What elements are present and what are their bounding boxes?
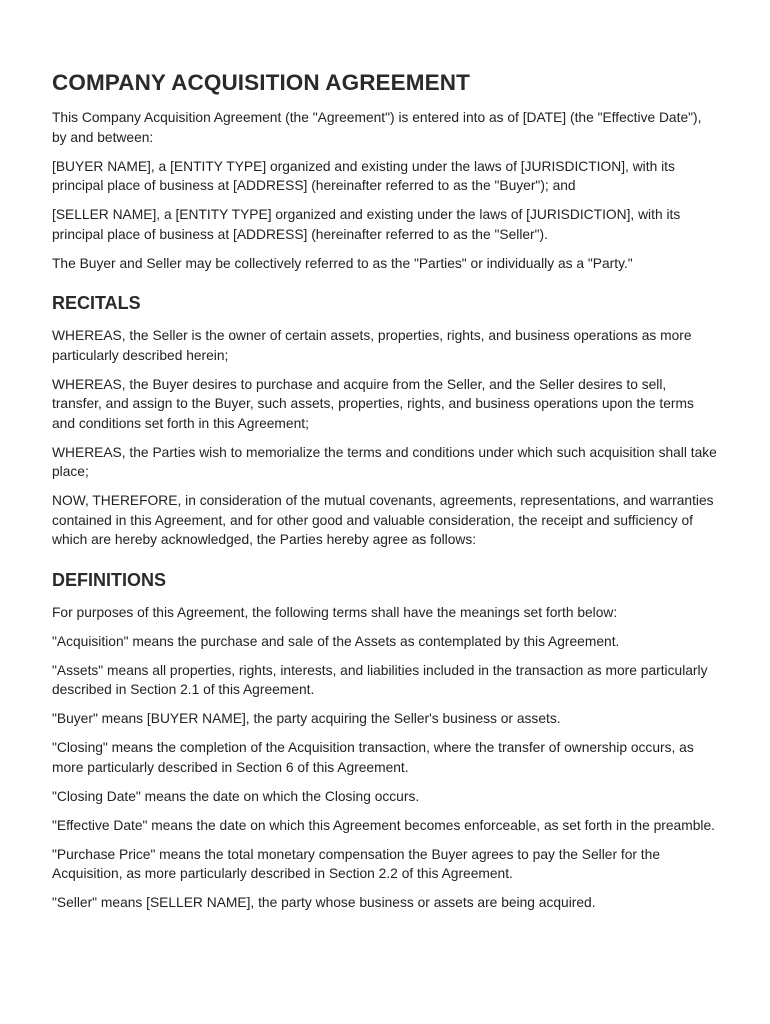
preamble-paragraph: [SELLER NAME], a [ENTITY TYPE] organized and existing under the laws of [JURISDICTION], with its principal place of business at [ADDRESS] (hereinafter referred to as the "Seller"). <box>52 207 681 242</box>
preamble-paragraph: [BUYER NAME], a [ENTITY TYPE] organized and existing under the laws of [JURISDICTION], with its principal place of business at [ADDRESS] (hereinafter referred to as the "Buyer"); and <box>52 158 675 193</box>
definition-item: "Effective Date" means the date on which this Agreement becomes enforceable, as set forth in the preamble. <box>52 817 715 833</box>
definitions-intro: For purposes of this Agreement, the following terms shall have the meanings set forth below: <box>52 604 618 620</box>
definition-item: "Assets" means all properties, rights, interests, and liabilities included in the transaction as more particularly described in Section 2.1 of this Agreement. <box>52 662 708 697</box>
definition-item: "Purchase Price" means the total monetary compensation the Buyer agrees to pay the Seller for the Acquisition, as more particularly described in Section 2.2 of this Agreement. <box>52 846 660 881</box>
recital-paragraph: WHEREAS, the Seller is the owner of certain assets, properties, rights, and business operations as more particularly described herein; <box>52 328 692 363</box>
recitals-heading: RECITALS <box>52 293 141 313</box>
definition-item: "Buyer" means [BUYER NAME], the party acquiring the Seller's business or assets. <box>52 711 561 726</box>
definition-item: "Acquisition" means the purchase and sale of the Assets as contemplated by this Agreement. <box>52 633 620 649</box>
document-title: COMPANY ACQUISITION AGREEMENT <box>52 70 470 95</box>
definition-item: "Seller" means [SELLER NAME], the party whose business or assets are being acquired. <box>52 895 596 910</box>
recital-paragraph: WHEREAS, the Buyer desires to purchase and acquire from the Seller, and the Seller desires to sell, transfer, and assign to the Buyer, such assets, properties, rights, and business operations upon the terms and conditions set forth in this Agreement; <box>52 376 694 431</box>
definition-item: "Closing Date" means the date on which the Closing occurs. <box>52 788 420 804</box>
preamble-paragraph: The Buyer and Seller may be collectively referred to as the "Parties" or individually as a "Party." <box>52 255 633 271</box>
recitals-section <box>52 293 718 550</box>
definitions-heading: DEFINITIONS <box>52 569 167 590</box>
recital-paragraph: WHEREAS, the Parties wish to memorialize the terms and conditions under which such acquisition shall take place; <box>52 444 717 479</box>
definition-item: "Closing" means the completion of the Acquisition transaction, where the transfer of ownership occurs, as more particularly described in Section 6 of this Agreement. <box>52 740 694 775</box>
preamble <box>52 108 718 273</box>
recital-paragraph: NOW, THEREFORE, in consideration of the mutual covenants, agreements, representations, and warranties contained in this Agreement, and for other good and valuable consideration, the receipt and sufficiency of which are hereby acknowledged, the Parties hereby agree as follows: <box>52 493 714 547</box>
definitions-section <box>52 570 718 913</box>
preamble-paragraph: This Company Acquisition Agreement (the "Agreement") is entered into as of [DATE] (the "Effective Date"), by and between: <box>52 110 702 145</box>
